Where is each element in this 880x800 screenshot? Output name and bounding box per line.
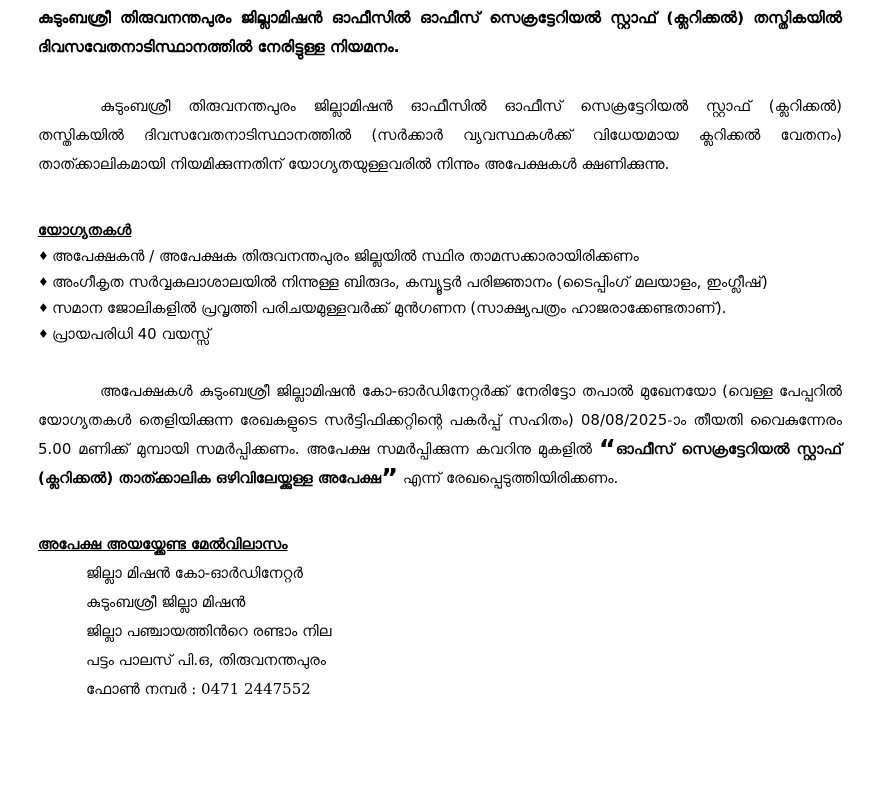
address-heading: അപേക്ഷ അയയ്ക്കേണ്ട മേൽവിലാസം bbox=[38, 535, 288, 553]
address-line: കുടുംബശ്രീ ജില്ലാ മിഷൻ bbox=[86, 593, 246, 611]
application-text: അപേക്ഷകൾ കുടുംബശ്രീ ജില്ലാമിഷൻ കോ-ഓർഡിനേറ്റർക്ക് നേരിട്ടോ തപാൽ മുഖേനയോ (വെള്ള പേപ്പറിൽ യോഗ്യതകൾ തെളിയിക്കുന്ന രേഖകളുടെ സർട്ടിഫിക്കറ്റിന്റെ പകർപ്പ് സഹിതം) 08/08/2025-ാം തീയതി വൈകുന്നേരം 5.00 മണിക്ക് മുമ്പായി സമർപ്പിക്കണം. അപേക്ഷ സമർപ്പിക്കുന്ന കവറിനു മുകളിൽ bbox=[38, 382, 842, 458]
intro-paragraph: കുടുംബശ്രീ തിരുവനന്തപുരം ജില്ലാമിഷൻ ഓഫീസിൽ ഓഫീസ് സെക്രട്ടേറിയൽ സ്റ്റാഫ് (ക്ലറിക്കൽ) തസ്തികയിൽ ദിവസവേതനാടിസ്ഥാനത്തിൽ (സർക്കാർ വ്യവസ്ഥകൾക്ക് വിധേയമായ ക്ലറിക്കൽ വേതനം) താത്ക്കാലികമായി നിയമിക്കുന്നതിന് യോഗ്യതയുള്ളവരിൽ നിന്നും അപേക്ഷകൾ ക്ഷണിക്കുന്നു. bbox=[38, 97, 842, 173]
qualifications-list bbox=[38, 243, 842, 347]
address-line: ജില്ലാ പഞ്ചായത്തിൻറെ രണ്ടാം നില bbox=[86, 622, 332, 640]
notice-title: കുടുംബശ്രീ തിരുവനന്തപുരം ജില്ലാമിഷൻ ഓഫീസിൽ ഓഫീസ് സെക്രട്ടേറിയൽ സ്റ്റാഫ് (ക്ലറിക്കൽ) തസ്തികയിൽ ദിവസവേതനാടിസ്ഥാനത്തിൽ നേരിട്ടുള്ള നിയമനം. bbox=[38, 9, 842, 56]
qualifications-heading: യോഗ്യതകൾ bbox=[38, 221, 132, 239]
qualification-text: പ്രായപരിധി 40 വയസ്സ് bbox=[52, 325, 211, 343]
list-item bbox=[38, 321, 842, 347]
diamond-bullet-icon: ♦ bbox=[38, 249, 49, 263]
list-item bbox=[38, 295, 842, 321]
list-item bbox=[38, 243, 842, 269]
list-item bbox=[38, 269, 842, 295]
open-quote: “ bbox=[598, 435, 616, 465]
notice-document bbox=[38, 4, 842, 704]
qualification-text: അംഗീകൃത സർവ്വകലാശാലയിൽ നിന്നുള്ള ബിരുദം, കമ്പ്യൂട്ടർ പരിജ്ഞാനം (ടൈപ്പിംഗ് മലയാളം, ഇംഗ്ലീഷ്) bbox=[52, 273, 768, 291]
cover-label-text: ഓഫീസ് സെക്രട്ടേറിയൽ സ്റ്റാഫ് (ക്ലറിക്കൽ) താത്ക്കാലിക ഒഴിവിലേയ്ക്കുള്ള അപേക്ഷ bbox=[38, 440, 842, 487]
close-quote: ” bbox=[381, 464, 399, 494]
diamond-bullet-icon: ♦ bbox=[38, 301, 49, 315]
address-line: ജില്ലാ മിഷൻ കോ-ഓർഡിനേറ്റർ bbox=[86, 564, 303, 582]
diamond-bullet-icon: ♦ bbox=[38, 275, 49, 289]
qualification-text: സമാന ജോലികളിൽ പ്രവൃത്തി പരിചയമുള്ളവർക്ക് മുൻഗണന (സാക്ഷ്യപത്രം ഹാജരാക്കേണ്ടതാണ്). bbox=[52, 299, 727, 317]
address-line: പട്ടം പാലസ് പി.ഒ, തിരുവനന്തപുരം bbox=[86, 651, 326, 669]
qualification-text: അപേക്ഷകൻ / അപേക്ഷക തിരുവനന്തപുരം ജില്ലയിൽ സ്ഥിര താമസക്കാരായിരിക്കണം bbox=[52, 247, 639, 265]
application-paragraph bbox=[38, 377, 842, 493]
application-text-end: എന്ന് രേഖപ്പെടുത്തിയിരിക്കണം. bbox=[398, 469, 619, 487]
address-block bbox=[86, 559, 842, 704]
phone-number: ഫോൺ നമ്പർ : 0471 2447552 bbox=[86, 680, 311, 698]
diamond-bullet-icon: ♦ bbox=[38, 327, 49, 341]
